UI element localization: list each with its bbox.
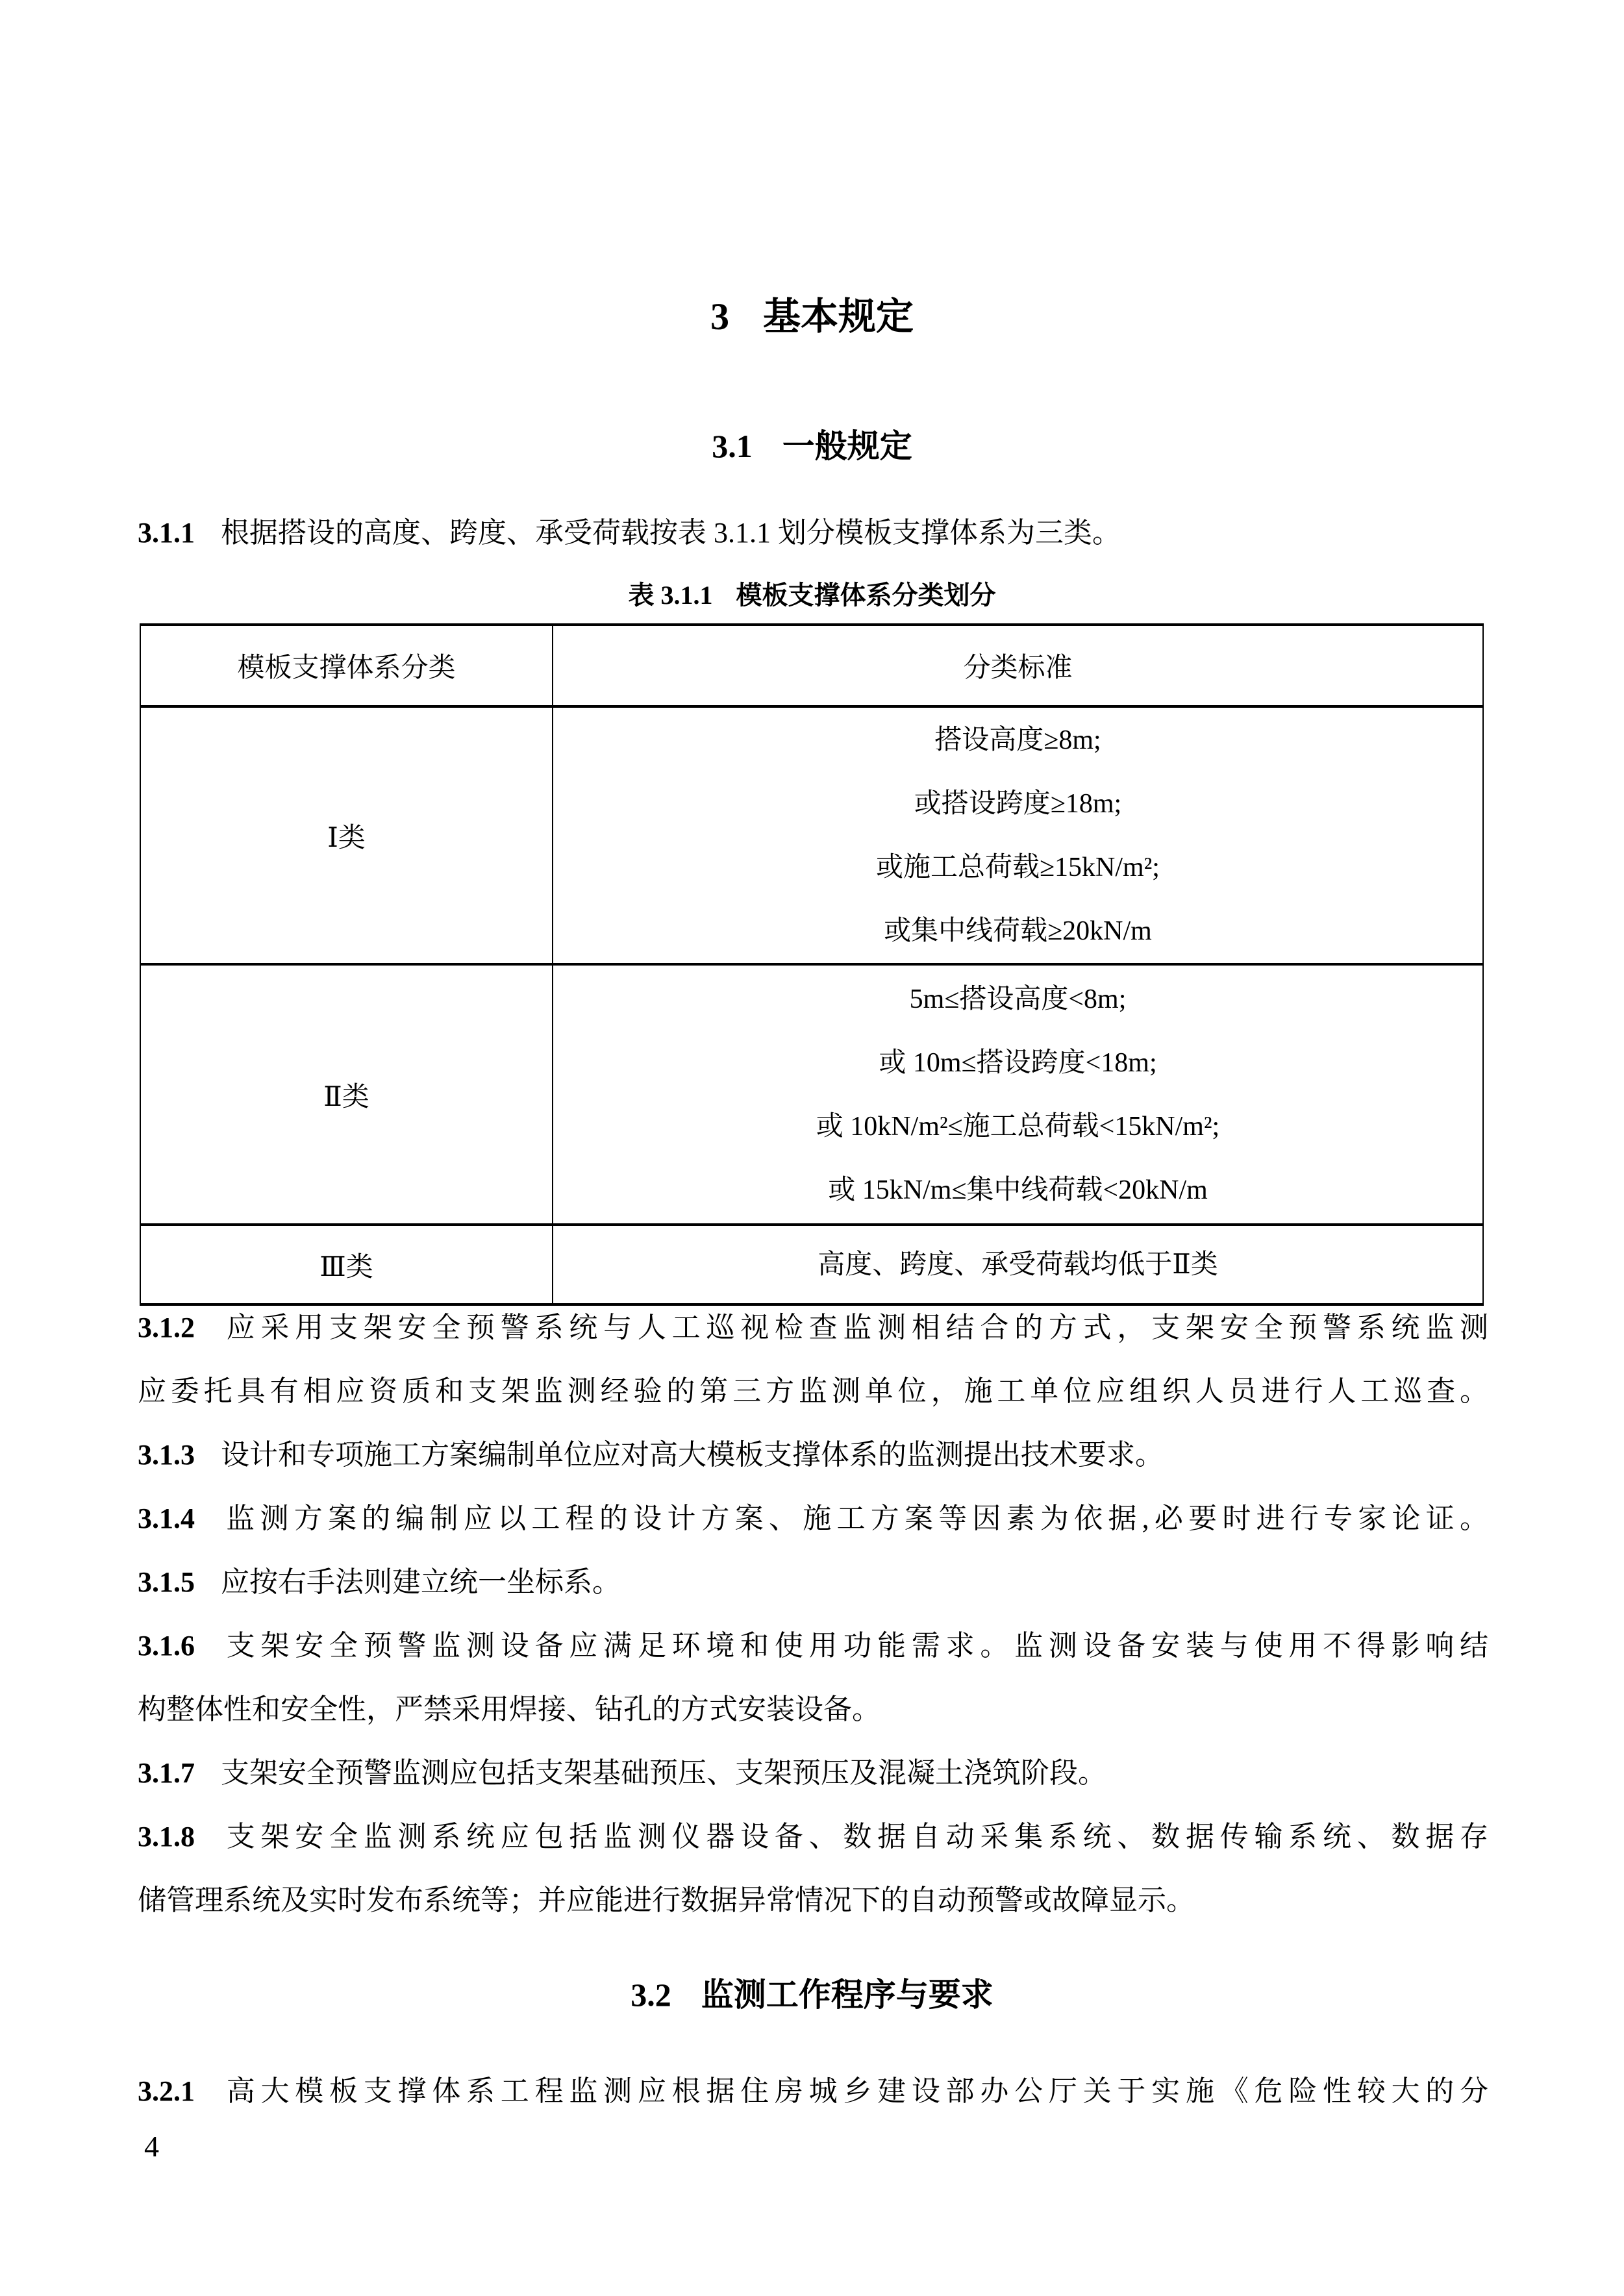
section-number: 3.1 xyxy=(712,428,753,464)
chapter-title: 基本规定 xyxy=(762,295,914,338)
paragraph-line xyxy=(138,1296,1488,1360)
table-caption-title: 模板支撑体系分类划分 xyxy=(736,580,996,610)
paragraph-text: 高大模板支撑体系工程监测应根据住房城乡建设部办公厅关于实施《危险性较大的分 xyxy=(221,2075,1488,2107)
class-2-label-cell: Ⅱ类 xyxy=(140,964,553,1225)
class-3-criteria-cell xyxy=(553,1225,1483,1304)
chapter-number: 3 xyxy=(710,295,729,338)
paragraph-number: 3.1.5 xyxy=(138,1566,195,1598)
chapter-heading xyxy=(0,293,1624,340)
paragraph-line xyxy=(138,1551,1488,1614)
section-3-2-heading xyxy=(0,1974,1624,2015)
paragraph-number: 3.1.1 xyxy=(138,517,195,549)
table-row-class-1 xyxy=(140,706,1483,964)
table-caption xyxy=(0,580,1624,611)
paragraph-line xyxy=(138,1360,1488,1423)
paragraph-3-1-7 xyxy=(138,1741,1488,1805)
paragraph-text: 应按右手法则建立统一坐标系。 xyxy=(221,1566,621,1598)
paragraph-line xyxy=(138,1423,1488,1487)
criterion-line: 高度、跨度、承受荷载均低于Ⅱ类 xyxy=(818,1249,1218,1280)
paragraph-3-1-1 xyxy=(138,501,1488,565)
paragraph-3-1-2 xyxy=(138,1296,1488,1423)
criterion-line: 或搭设跨度≥18m; xyxy=(914,788,1122,819)
table-row-class-3 xyxy=(140,1225,1483,1304)
paragraph-line xyxy=(138,1741,1488,1805)
paragraph-3-1-5 xyxy=(138,1551,1488,1614)
paragraph-3-1-8 xyxy=(138,1805,1488,1932)
paragraph-text: 储管理系统及实时发布系统等；并应能进行数据异常情况下的自动预警或故障显示。 xyxy=(138,1884,1195,1916)
class-1-criteria-cell xyxy=(553,706,1483,964)
table-header-row xyxy=(140,625,1483,706)
criterion-line: 或集中线荷载≥20kN/m xyxy=(884,916,1152,946)
class-1-label-cell: Ⅰ类 xyxy=(140,706,553,964)
paragraph-line xyxy=(138,1869,1488,1932)
paragraph-line xyxy=(138,1678,1488,1741)
paragraph-3-1-6 xyxy=(138,1614,1488,1741)
paragraph-number: 3.2.1 xyxy=(138,2075,195,2107)
section-title: 一般规定 xyxy=(782,428,912,464)
paragraph-text: 构整体性和安全性，严禁采用焊接、钻孔的方式安装设备。 xyxy=(138,1693,881,1725)
section-3-1-heading xyxy=(0,425,1624,467)
paragraph-3-1-3 xyxy=(138,1423,1488,1487)
paragraph-text: 支架安全预警监测应包括支架基础预压、支架预压及混凝土浇筑阶段。 xyxy=(221,1757,1106,1789)
table-header-class-column: 模板支撑体系分类 xyxy=(140,625,553,706)
paragraph-number: 3.1.2 xyxy=(138,1312,195,1343)
criterion-line: 或施工总荷载≥15kN/m²; xyxy=(876,852,1160,882)
paragraph-3-1-4 xyxy=(138,1487,1488,1551)
paragraph-line xyxy=(138,1487,1488,1551)
paragraph-number: 3.1.6 xyxy=(138,1630,195,1662)
classification-table xyxy=(140,623,1484,1306)
paragraph-line xyxy=(138,1805,1488,1869)
section-3-1-paragraphs xyxy=(138,1296,1488,1932)
paragraph-text: 根据搭设的高度、跨度、承受荷载按表 3.1.1 划分模板支撑体系为三类。 xyxy=(221,517,1121,549)
paragraph-number: 3.1.7 xyxy=(138,1757,195,1789)
paragraph-number: 3.1.4 xyxy=(138,1503,195,1534)
section-title: 监测工作程序与要求 xyxy=(701,1977,993,2013)
paragraph-text: 设计和专项施工方案编制单位应对高大模板支撑体系的监测提出技术要求。 xyxy=(221,1439,1164,1471)
criterion-line: 5m≤搭设高度<8m; xyxy=(909,984,1127,1014)
paragraph-text: 支架安全预警监测设备应满足环境和使用功能需求。监测设备安装与使用不得影响结 xyxy=(221,1630,1488,1662)
section-number: 3.2 xyxy=(631,1977,671,2013)
page-number: 4 xyxy=(144,2130,159,2163)
criterion-line: 或 15kN/m≤集中线荷载<20kN/m xyxy=(828,1175,1208,1205)
paragraph-text: 应委托具有相应资质和支架监测经验的第三方监测单位，施工单位应组织人员进行人工巡查。 xyxy=(138,1375,1488,1407)
paragraph-line xyxy=(138,1614,1488,1678)
criterion-line: 搭设高度≥8m; xyxy=(934,725,1101,755)
paragraph-number: 3.1.8 xyxy=(138,1821,195,1853)
class-2-criteria-cell xyxy=(553,964,1483,1225)
class-3-label-cell: Ⅲ类 xyxy=(140,1225,553,1304)
paragraph-line xyxy=(138,501,1488,565)
criterion-line: 或 10kN/m²≤施工总荷载<15kN/m²; xyxy=(816,1111,1220,1142)
paragraph-number: 3.1.3 xyxy=(138,1439,195,1471)
paragraph-text: 应采用支架安全预警系统与人工巡视检查监测相结合的方式，支架安全预警系统监测 xyxy=(221,1312,1488,1343)
table-caption-label: 表 3.1.1 xyxy=(628,580,713,610)
table-header-criteria-column: 分类标准 xyxy=(553,625,1483,706)
table-row-class-2 xyxy=(140,964,1483,1225)
paragraph-text: 支架安全监测系统应包括监测仪器设备、数据自动采集系统、数据传输系统、数据存 xyxy=(221,1821,1488,1853)
paragraph-line xyxy=(138,2060,1488,2123)
criterion-line: 或 10m≤搭设跨度<18m; xyxy=(879,1047,1157,1078)
paragraph-text: 监测方案的编制应以工程的设计方案、施工方案等因素为依据,必要时进行专家论证。 xyxy=(221,1503,1488,1534)
paragraph-3-2-1 xyxy=(138,2060,1488,2123)
